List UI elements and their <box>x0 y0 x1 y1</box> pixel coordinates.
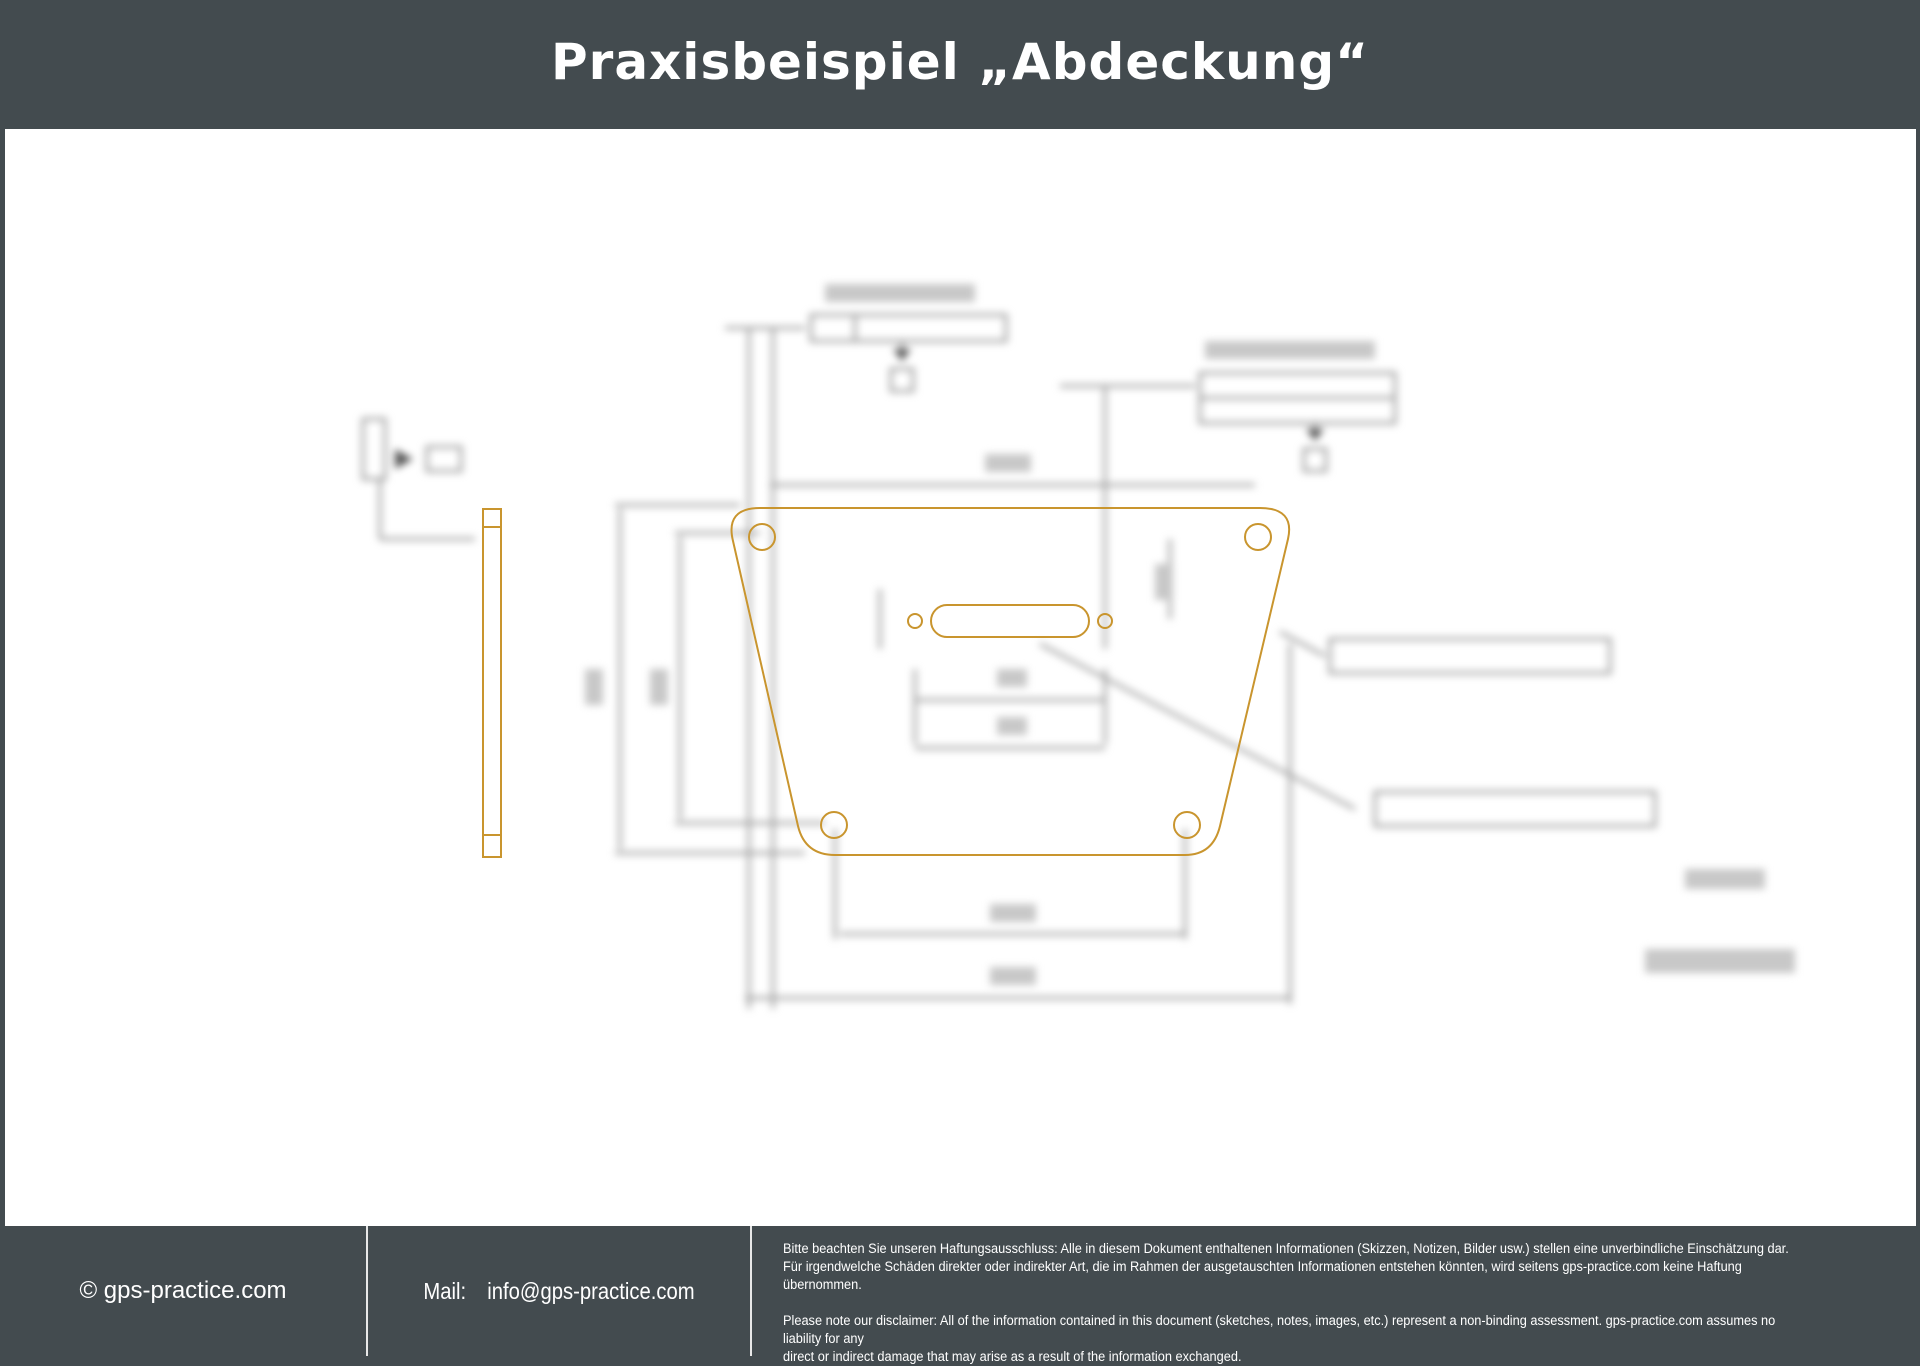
corner-hole <box>1245 524 1271 550</box>
drawing-canvas <box>5 129 1916 1226</box>
leader-line <box>1040 644 1355 809</box>
frame-label <box>1205 341 1375 359</box>
disclaimer-gap <box>783 1294 1791 1312</box>
dimension-value <box>1155 564 1173 600</box>
footer-contact <box>391 1226 727 1356</box>
dimension-value <box>985 454 1031 472</box>
note-text <box>1685 869 1765 889</box>
footer-disclaimer <box>783 1240 1791 1366</box>
datum-box <box>1304 449 1326 471</box>
datum-triangle <box>1306 429 1324 441</box>
footer-bar <box>0 1226 1920 1365</box>
footer-divider <box>750 1226 752 1356</box>
page-title: Praxisbeispiel „Abdeckung“ <box>551 32 1369 91</box>
center-slot <box>931 605 1089 637</box>
dimension-value <box>990 904 1036 922</box>
blurred-dimensions <box>363 284 1795 1009</box>
datum-flag <box>363 419 385 479</box>
datum-box <box>427 447 461 471</box>
header-bar <box>0 0 1920 129</box>
mail-label: Mail: <box>423 1277 467 1304</box>
datum-box <box>891 369 913 391</box>
feature-control-frame <box>811 315 1006 341</box>
note-text <box>1645 949 1795 973</box>
disclaimer-en-line: direct or indirect damage that may arise as a result of the information exchanged. <box>783 1349 1242 1365</box>
feature-control-frame <box>1330 639 1610 673</box>
small-hole <box>908 614 922 628</box>
footer-copyright: © gps-practice.com <box>79 1277 287 1304</box>
feature-control-frame <box>1375 792 1655 826</box>
dimension-value <box>990 967 1036 985</box>
leader-line <box>1280 632 1325 656</box>
datum-triangle <box>395 449 413 469</box>
frame-label <box>825 284 975 302</box>
mail-address-link[interactable]: info@gps-practice.com <box>487 1277 695 1304</box>
side-view-outline <box>483 509 501 857</box>
dimension-value <box>997 669 1027 687</box>
corner-hole <box>1174 812 1200 838</box>
corner-hole <box>749 524 775 550</box>
dimension-value <box>585 669 603 705</box>
disclaimer-de-line: Für irgendwelche Schäden direkter oder indirekter Art, die im Rahmen der ausgetauschten Informationen entstehen könnten, wird seitens gps-practice.com keine Haftung übernommen. <box>783 1259 1742 1293</box>
datum-triangle <box>893 349 911 361</box>
disclaimer-en-line: Please note our disclaimer: All of the information contained in this document (sketches, notes, images, etc.) represent a non-binding assessment. gps-practice.com assumes no liability for any <box>783 1313 1776 1347</box>
disclaimer-de-line: Bitte beachten Sie unseren Haftungsausschluss: Alle in diesem Dokument enthaltenen Informationen (Skizzen, Notizen, Bilder usw.) stellen eine unverbindliche Einschätzung dar. <box>783 1241 1789 1257</box>
technical-drawing <box>5 129 1916 1226</box>
footer-divider <box>366 1226 368 1356</box>
part-outline <box>483 508 1289 857</box>
dimension-value <box>997 717 1027 735</box>
dimension-value <box>650 669 668 705</box>
